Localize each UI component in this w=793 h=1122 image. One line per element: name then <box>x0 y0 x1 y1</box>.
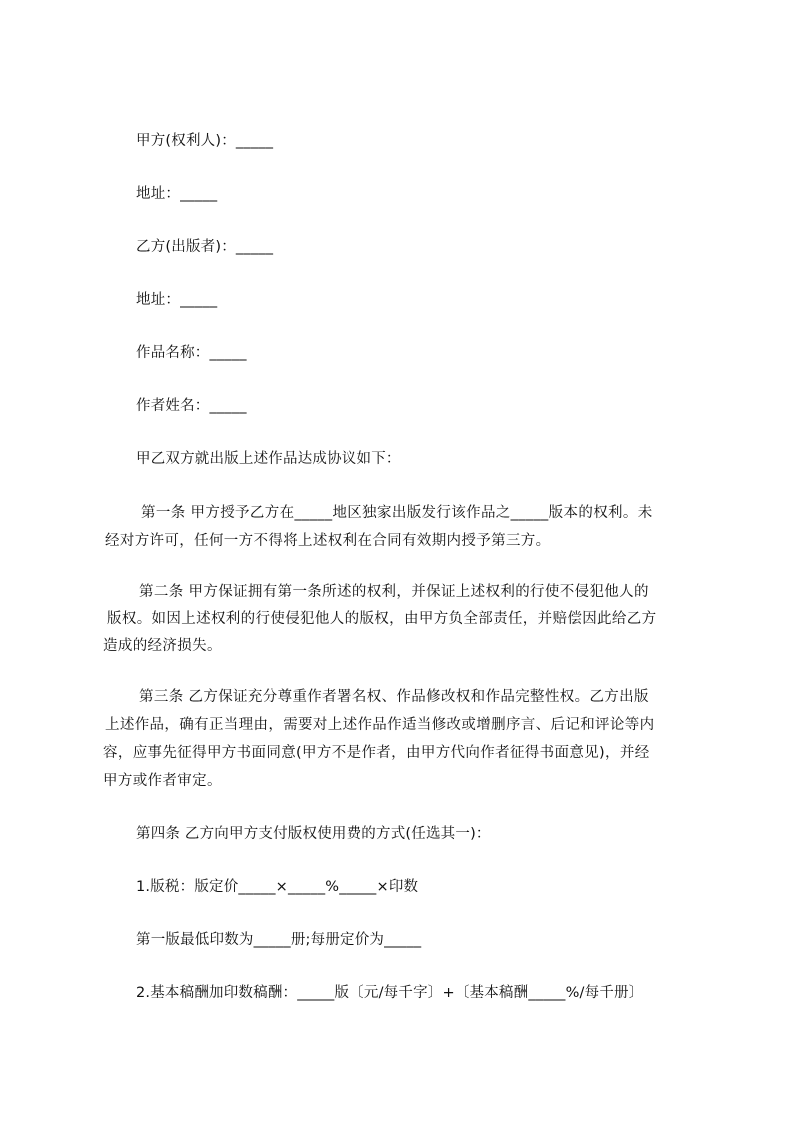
address-b-line: 地址：_____ <box>136 292 218 308</box>
article-2-line-2: 版权。如因上述权利的行使侵犯他人的版权，由甲方负全部责任，并赔偿因此给乙方 <box>107 611 657 627</box>
article-2-line-3: 造成的经济损失。 <box>103 638 222 654</box>
work-title-line: 作品名称：_____ <box>136 345 247 361</box>
article-3-line-2: 上述作品，确有正当理由，需要对上述作品作适当修改或增删序言、后记和评论等内 <box>105 717 655 733</box>
party-b-line: 乙方(出版者)：_____ <box>136 239 274 255</box>
option-2-line: 2.基本稿酬加印数稿酬：_____版〔元/每千字〕+〔基本稿酬_____%/每千册〕 <box>136 985 644 1001</box>
first-edition-line: 第一版最低印数为_____册;每册定价为_____ <box>136 932 422 948</box>
intro-line: 甲乙双方就出版上述作品达成协议如下： <box>136 451 401 467</box>
party-a-line: 甲方(权利人)：_____ <box>136 133 274 149</box>
address-a-line: 地址：_____ <box>136 186 218 202</box>
article-2-line-1: 第二条 甲方保证拥有第一条所述的权利，并保证上述权利的行使不侵犯他人的 <box>139 584 649 600</box>
article-1-line-2: 经对方许可，任何一方不得将上述权利在合同有效期内授予第三方。 <box>105 533 551 549</box>
article-1-line-1: 第一条 甲方授予乙方在_____地区独家出版发行该作品之_____版本的权利。未 <box>141 505 653 521</box>
article-4-line: 第四条 乙方向甲方支付版权使用费的方式(任选其一)： <box>136 826 491 842</box>
author-name-line: 作者姓名：_____ <box>136 398 247 414</box>
option-1-line: 1.版税：版定价_____×_____%_____×印数 <box>136 879 419 895</box>
article-3-line-3: 容，应事先征得甲方书面同意(甲方不是作者，由甲方代向作者征得书面意见)，并经 <box>103 745 650 761</box>
article-3-line-4: 甲方或作者审定。 <box>103 773 222 789</box>
article-3-line-1: 第三条 乙方保证充分尊重作者署名权、作品修改权和作品完整性权。乙方出版 <box>139 689 649 705</box>
